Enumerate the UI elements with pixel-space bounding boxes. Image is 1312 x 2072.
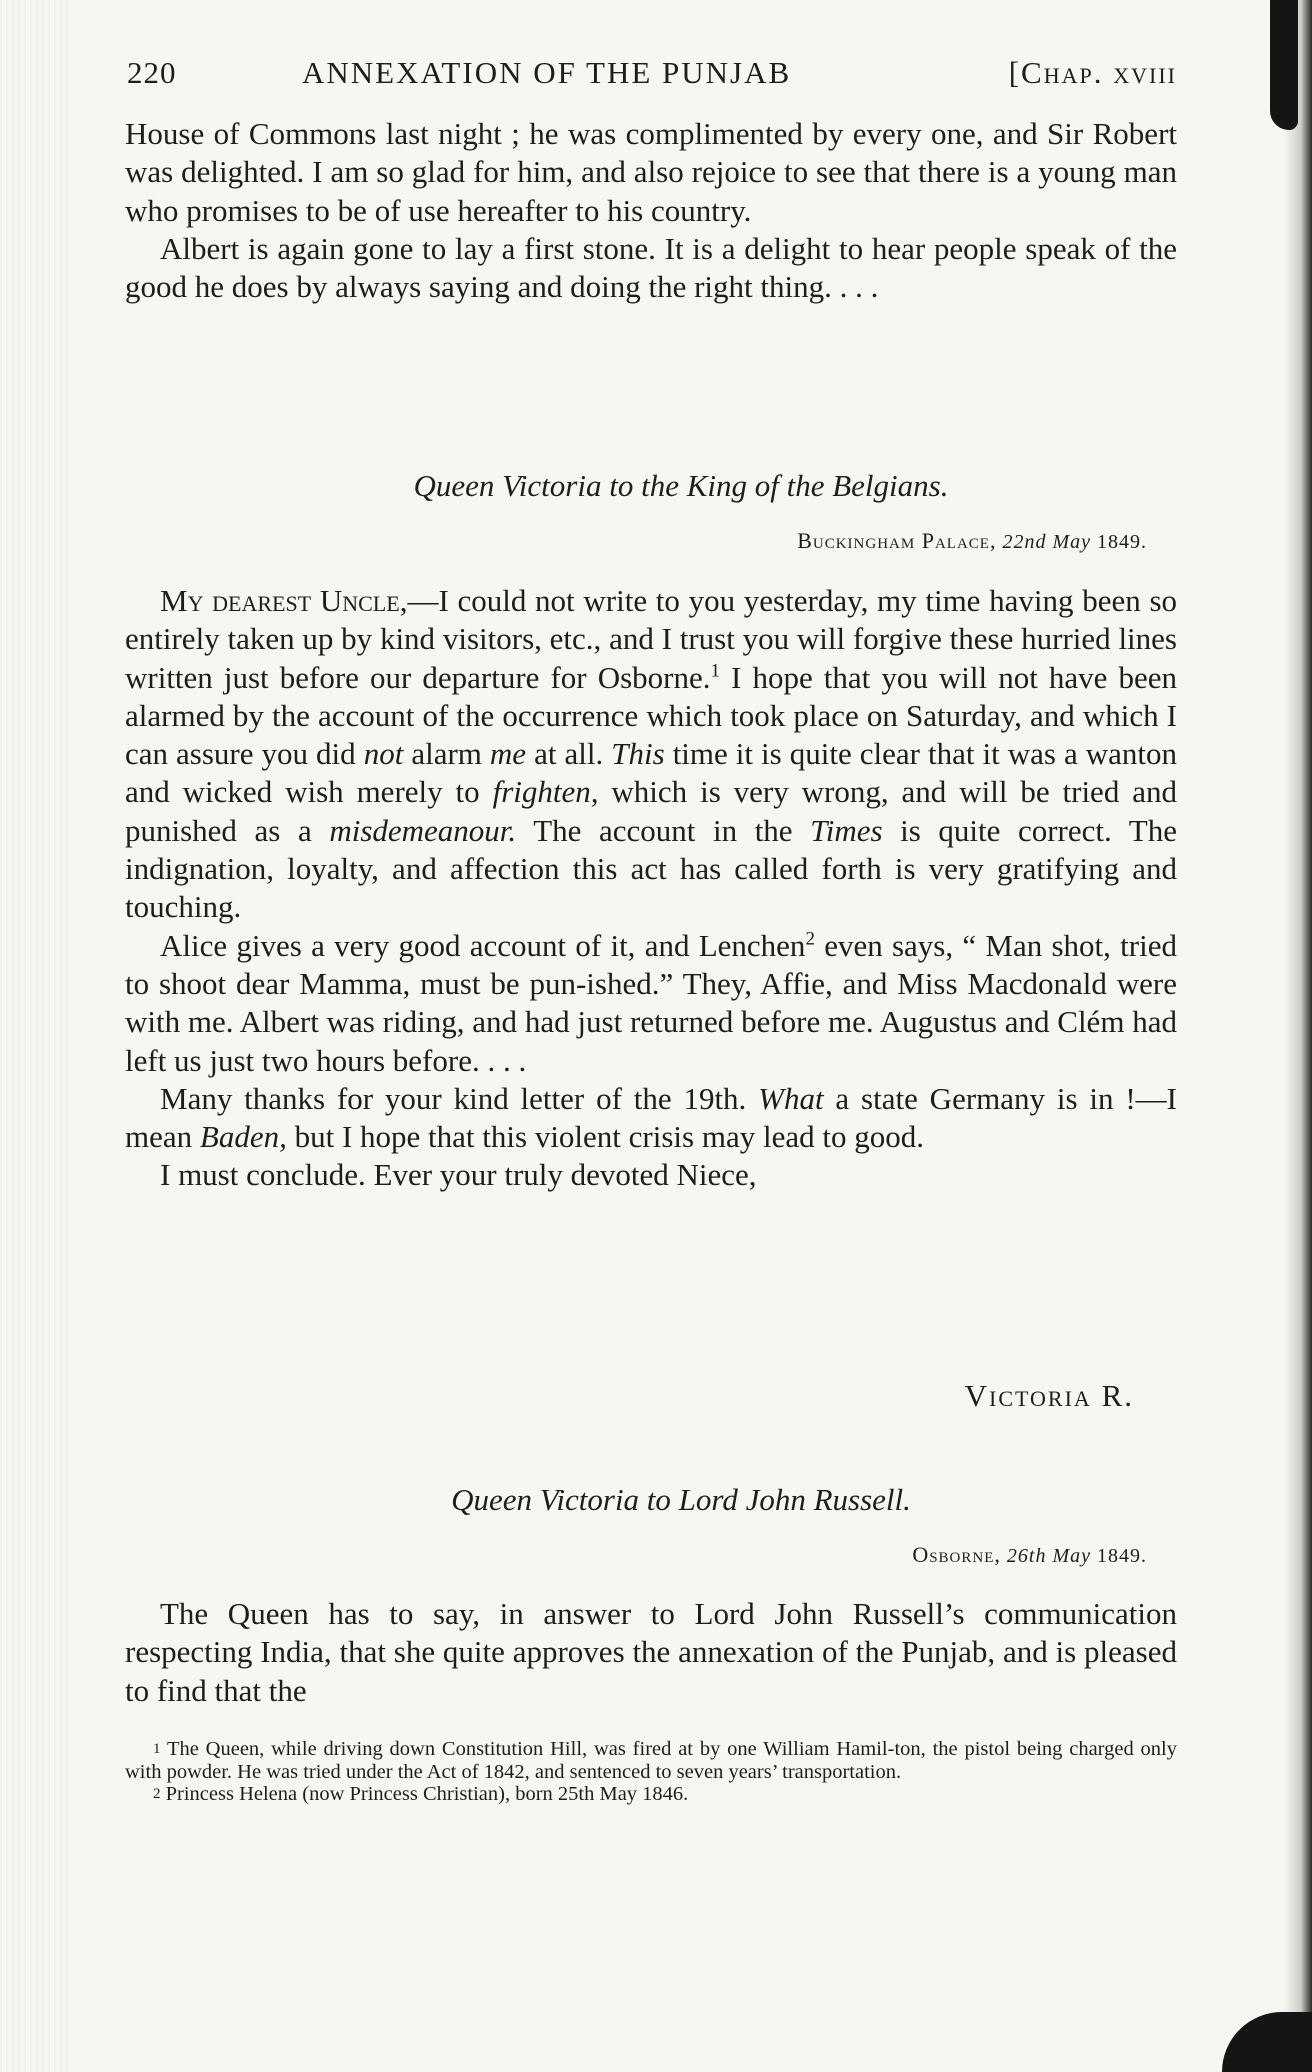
text-run: time it is quite clear that it was a wanton and wicked wish merely to: [125, 736, 1177, 810]
dateline-day: 22nd: [1002, 531, 1047, 553]
paragraph: House of Commons last night ; he was complimented by every one, and Sir Robert was delighted. I am so glad for him, and also rejoice to see that there is a young man who promises to be of use hereafter to his country.: [125, 116, 1177, 228]
footnote-text: The Queen, while driving down Constitution Hill, was fired at by one William Hamil-ton, the pistol being charged only with powder. He was tried under the Act of 1842, and sentenced to seven years’ transportation.: [125, 1738, 1178, 1783]
letter-heading: Queen Victoria to the King of the Belgians.: [413, 468, 949, 503]
salutation: My dearest Uncle,: [160, 583, 408, 618]
emphasis: This: [611, 736, 665, 772]
page-edge-shadow-left: [0, 0, 70, 2072]
paragraph: [125, 1080, 1177, 1157]
emphasis: not: [363, 736, 404, 772]
page-edge-shadow-right: [1284, 0, 1312, 2072]
paragraph: [125, 582, 1177, 927]
paragraph: [125, 927, 1177, 1080]
footnote: [125, 1783, 1177, 1806]
binding-shadow-top: [1270, 0, 1298, 130]
dateline-year: 1849.: [1097, 531, 1147, 553]
footnote-mark: 2: [153, 1786, 161, 1802]
emphasis: me: [489, 736, 527, 772]
text-run: The account in the: [516, 812, 811, 848]
emphasis: Baden,: [199, 1119, 287, 1155]
text-run: but I hope that this violent crisis may lead to good.: [286, 1119, 924, 1155]
footnote-ref: 1: [710, 660, 720, 682]
emphasis: misdemeanour.: [329, 812, 517, 848]
text-run: even says, “ Man shot, tried to shoot dear Mamma, must be pun-ished.” They, Affie, and Miss Macdonald were with me. Albert was riding, and had just returned before me. Augustus and Clém had left us just two hours before. . . .: [125, 927, 1177, 1078]
dateline-place: Buckingham Palace,: [797, 528, 997, 553]
dateline-month: May: [1052, 1545, 1091, 1567]
letter-body: [125, 582, 1177, 1195]
closing-line: I must conclude. Ever your truly devoted Niece,: [160, 1157, 757, 1193]
letter-body: [125, 1595, 1177, 1710]
continued-letter-text: [125, 115, 1177, 306]
paragraph: Albert is again gone to lay a first stone. It is a delight to hear people speak of the good he does by always saying and doing the right thing. . . .: [125, 230, 1177, 305]
running-title: ANNEXATION OF THE PUNJAB: [302, 55, 792, 90]
emphasis: Times: [810, 812, 883, 848]
footnote-text: Princess Helena (now Princess Christian), born 25th May 1846.: [165, 1783, 689, 1805]
text-run: Alice gives a very good account of it, and Lenchen: [160, 927, 806, 963]
text-run: which is very wrong, and will be tried and punished as a: [125, 774, 1177, 848]
paragraph: The Queen has to say, in answer to Lord John Russell’s communication respecting India, that she quite approves the annexation of the Punjab, and is pleased to find that the: [125, 1596, 1177, 1708]
emphasis: frighten,: [492, 774, 599, 810]
dateline-day: 26th: [1006, 1545, 1047, 1567]
text-run: a state Germany is in !—I mean: [125, 1080, 1177, 1155]
footnote-mark: 1: [153, 1741, 161, 1757]
page-number: 220: [127, 55, 177, 90]
signature: Victoria R.: [964, 1378, 1134, 1413]
text-run: —I could not write to you yesterday, my time having been so entirely taken up by kind visitors, etc., and I trust you will forgive these hurried lines written just before our departure for Osborne.: [125, 583, 1178, 695]
binding-shadow-bottom: [1222, 2012, 1312, 2072]
dateline-place: Osborne,: [912, 1542, 1001, 1567]
emphasis: What: [758, 1080, 824, 1116]
text-run: is quite correct. The indignation, loyalty, and affection this act has called forth is very gratifying and touching.: [125, 812, 1177, 925]
text-run: at all.: [526, 736, 612, 772]
text-run: Many thanks for your kind letter of the 19th.: [160, 1080, 759, 1116]
letter-dateline: [797, 528, 1147, 554]
footnote-ref: 2: [805, 928, 815, 950]
letter-dateline: [912, 1542, 1147, 1568]
dateline-month: May: [1052, 531, 1091, 553]
text-run: alarm: [403, 736, 490, 772]
footnotes: [125, 1738, 1177, 1806]
footnote: [125, 1738, 1177, 1783]
letter-heading: Queen Victoria to Lord John Russell.: [451, 1482, 911, 1517]
dateline-year: 1849.: [1097, 1545, 1147, 1567]
chapter-label: [Chap. xviii: [1008, 55, 1177, 90]
text-run: I hope that you will not have been alarmed by the account of the occurrence which took place on Saturday, and which I can assure you did: [125, 659, 1177, 772]
